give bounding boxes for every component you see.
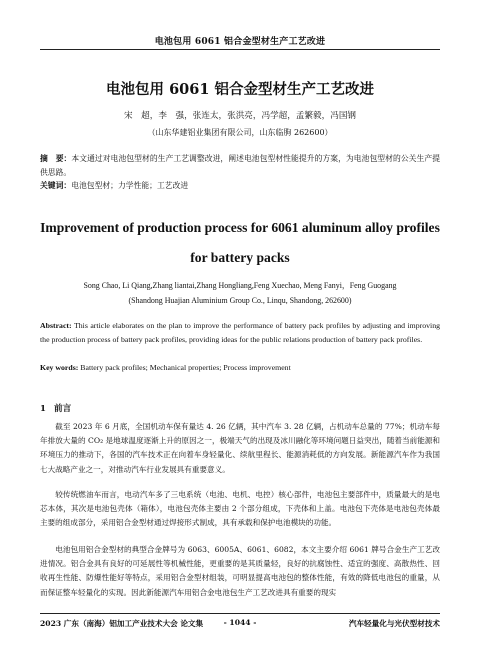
keywords-chinese-label: 关键词： bbox=[40, 181, 72, 190]
section-number: 1 bbox=[40, 404, 46, 414]
keywords-chinese-text: 电池包型材；力学性能；工艺改进 bbox=[71, 181, 189, 190]
running-head: 电池包用 6061 铝合金型材生产工艺改进 bbox=[154, 37, 326, 47]
section-title: 前言 bbox=[53, 404, 72, 414]
keywords-chinese bbox=[40, 179, 440, 193]
header-rule bbox=[40, 49, 440, 50]
footer-proceedings: 2023 广东（南海）铝加工产业技术大会 论文集 bbox=[40, 619, 204, 628]
keywords-english-label: Key words: bbox=[40, 363, 79, 372]
abstract-english-text: This article elaborates on the plan to improve the performance of battery pack profiles by adjusting and improving the production process of battery pack profiles, providing ideas for the public relations production of battery pack profiles. bbox=[40, 321, 440, 344]
abstract-english-label: Abstract: bbox=[40, 321, 72, 330]
body-paragraph: 截至 2023 年 6 月底，全国机动车保有量达 4. 26 亿辆，其中汽车 3. 28 亿辆，占机动车总量的 77%；机动车每年排放大量的 CO₂ 是地球温度逐渐上升的原因之一，极端天气的出现及冰川融化等环境问题日益突出，随着当前能源和环境压力的推动下，各国的汽车技术正在向着车身轻量化、续航里程长、能源消耗低的方向发展。新能源汽车作为我国七大战略产业之一，对推动汽车行业发展具有重要意义。 bbox=[40, 422, 440, 474]
page-number: - 1044 - bbox=[223, 618, 257, 627]
title-english: Improvement of production process for 6061 aluminum alloy profiles for battery packs bbox=[40, 220, 440, 265]
section-heading bbox=[40, 402, 71, 414]
keywords-english-text: Battery pack profiles; Mechanical properties; Process improvement bbox=[78, 363, 291, 372]
body-paragraph: 电池包用铝合金型材的典型合金牌号为 6063、6005A、6061、6082，本文主要介绍 6061 牌号合金生产工艺改进情况。铝合金具有良好的可延展性等机械性能，更重要的是其质量轻，良好的抗腐蚀性、适宜的强度、高散热性、回收再生性能、防爆性能好等特点，采用铝合金型材组装，可明显提高电池包的整体性能，有效的降低电池包的重量，从而保证整车轻量化的实现。因此新能源汽车用铝合金电池包生产工艺改进具有重要的现实 bbox=[40, 545, 440, 597]
footer-section: 汽车轻量化与光伏型材技术 bbox=[348, 619, 440, 628]
abstract-english bbox=[40, 319, 440, 346]
abstract-chinese-text: 本文通过对电池包型材的生产工艺调整改进，阐述电池包型材性能提升的方案，为电池包型材的公关生产提供思路。 bbox=[40, 154, 441, 177]
title-chinese: 电池包用 6061 铝合金型材生产工艺改进 bbox=[106, 81, 374, 98]
authors-chinese: 宋 超，李 强，张连太，张洪亮，冯学超，孟繁毅，冯国钢 bbox=[123, 111, 357, 121]
authors-english: Song Chao, Li Qiang,Zhang liantai,Zhang Hongliang,Feng Xuechao, Meng Fanyi，Feng Guogang bbox=[83, 281, 397, 290]
affiliation-chinese: （山东华建铝业集团有限公司，山东临朐 262600） bbox=[147, 128, 333, 137]
keywords-english bbox=[40, 361, 440, 375]
page-footer bbox=[40, 618, 440, 632]
body-paragraph: 较传统燃油车而言，电动汽车多了三电系统（电池、电机、电控）核心部件，电池包主要部件中，质量最大的是电芯本体，其次是电池包壳体（箱体），电池包壳体主要由 2 个部分组成，下壳体和上盖。电池包下壳体是电池包壳体最主要的组成部分，采用铝合金型材通过焊接形式制成，具有承载和保护电池模块的功能。 bbox=[40, 490, 440, 528]
footer-rule bbox=[40, 613, 440, 614]
abstract-chinese bbox=[40, 152, 440, 179]
affiliation-english: (Shandong Huajian Aluminium Group Co., Linqu, Shandong, 262600) bbox=[128, 296, 352, 305]
abstract-chinese-label: 摘 要： bbox=[40, 154, 72, 163]
